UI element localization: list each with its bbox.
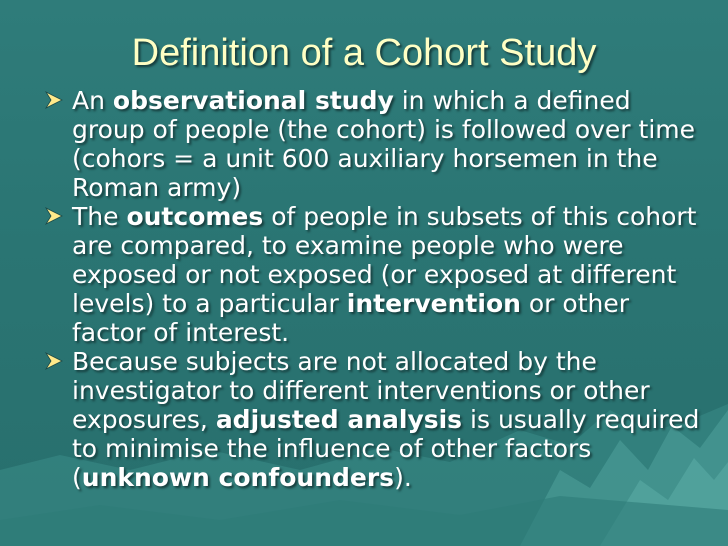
bullet-text: ). (394, 463, 412, 492)
diamond-arrow-bullet-icon (44, 349, 64, 373)
bullet-item (40, 86, 700, 202)
bullet-list (40, 86, 700, 492)
emphasized-term: outcomes (126, 202, 264, 231)
diamond-arrow-bullet-icon (44, 88, 64, 112)
bullet-text: or other factor of interest. (72, 289, 630, 347)
emphasized-term: unknown confounders (81, 463, 395, 492)
emphasized-term: adjusted analysis (215, 405, 463, 434)
bullet-text: of people in subsets of this cohort are compared, to examine people who were exposed or not exposed (or exposed at different levels) to a particular (72, 202, 697, 318)
emphasized-term: observational study (112, 86, 394, 115)
bullet-text: The (72, 202, 127, 231)
bullet-text: is usually required to minimise the influence of other factors ( (72, 405, 700, 492)
slide-title: Definition of a Cohort Study (131, 32, 597, 74)
bullet-text: Because subjects are not allocated by the investigator to different interventions or other exposures, (72, 347, 650, 434)
bullet-text: in which a defined group of people (the cohort) is followed over time (cohors = a unit 600 auxiliary horsemen in the Roman army) (72, 86, 695, 202)
bullet-text: An (72, 86, 113, 115)
bullet-item (40, 202, 700, 347)
emphasized-term: intervention (346, 289, 521, 318)
diamond-arrow-bullet-icon (44, 204, 64, 228)
bullet-item (40, 347, 700, 492)
